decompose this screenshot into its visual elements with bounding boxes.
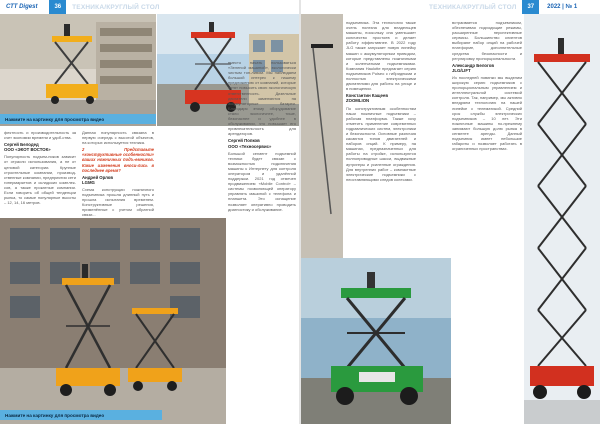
paragraph: Большой сегмент подъемной техники будет связан с возможностью подключения машины к Интернету для контроля оператором и удалённой поддержки. 2021 год отмечен продвижением «Mobile Control» – системы позволяющей оператору управлять машиной с телефона и планшета. Это оснащение позволяет оперативно проводить диагностику и обслуживание. [228,150,296,212]
interview-question: 2 Представьте «конструктивные особенности» ваших ножничных подъ-емников. Какие изменения вноси-лись в последнее время? [82,147,154,173]
left-page-number: 36 [49,0,66,14]
paragraph: По конструктивным особенностям наши ножничные подъемники – рабочая платформа. Также хочу отметить применение современных гидравлических систем, электроники и безопасности. Основные различия касаются типов двигателей и наборов опций. К примеру, на машинах, предназначенных для работы на стройке, используются полноприводные шасси, выдвижные аутригеры и усиленные ограждения. Для внутренних работ – компактные электрические подъемники с неоставляющими следов колесами. [346,105,416,182]
author-name: Александр Белогов [452,62,495,68]
paragraph: подъемника. Эта технология также очень полезна для владельцев машины, поскольку она уменьшает количество простоев и делает работу эффективнее. В 2022 году JLG также запускает новую линейку машин с аккумуляторным приводом, которые представлены ножничными и коленчатыми подъемниками. Компания Haulotte предлагает серию подъемников Pulseo с гибридными и полностью электрическими двигателями для работы на улице и в помещении. [346,20,416,92]
author-company: ООО «ЭКОТ ВОСТОК» [4,147,51,153]
right-page-number: 37 [522,0,539,14]
author-name: Константин Кащеев [346,93,388,99]
paragraph: встраивается подъемником, обеспечивая подходящие режимы, расширенные перспективные сервисы. Большинство клиентов выбирают набор опций на рабочей платформе, дополнительные средства безопасности и регулировку пропорциональности. [452,20,522,61]
right-page-header [301,0,600,14]
video-thumbnail-facade[interactable] [0,218,226,424]
author-name: Сергей Белодед [4,142,39,148]
left-page-header [0,0,299,14]
paragraph: Популярность подъем-ников зависит от отрасли использования, а не от ценовой категории. Крупные строительные компании, производ-ственные компании, предприятия сети гипермаркетов и складских комплек-сов, а также прокатные компании. Если говорить об общей тенденции рынка, то самые популярные высоты – 12, 14, 16 метров. [4,154,76,206]
left-column-2 [82,130,154,220]
right-column-2 [452,20,522,153]
left-section-title: ТЕХНИКА/КРУГЛЫЙ СТОЛ [72,3,160,11]
author-company: LGMG [82,179,95,185]
right-section-title: ТЕХНИКА/КРУГЛЫЙ СТОЛ [429,3,517,11]
video-caption-bottom[interactable]: Нажмите на картинку для просмотра видео [0,410,162,420]
photo-green-lift [301,258,451,424]
warehouse-lift-image [0,14,156,126]
right-column-1 [346,20,416,184]
video-thumbnail-warehouse[interactable] [0,14,156,126]
photo-tall-red-lift [524,14,600,424]
left-column-3 [228,60,296,214]
paragraph: вместо начать пользоваться «Зеленой машиной», экологически чистым топ-ливом. Мы наблюдаем большой интерес к нашему предложению от компаний, которые хотят повысить свою экологическую ответственность. Дизельные двигатели заменяются на аккумуляторные батареи. Благодаря этому оборудование стало экологичнее, тише, безопаснее и удобнее в обслуживании, что повышает его привлекательность для арендаторов. [228,60,296,137]
paragraph: Из последней новинки мы выделим широкую серию подъемников с пропорциональным управлением и интеллектуальной системой контроля. Так, например, мы активно внедряем технологию на нашей линейке с телематикой. Средний срок службы электрических подъемников – 10 лет. Эти ножничные машины по-прежнему занимают большую долю рынка в сегменте аренды. Данный подъемник имеет небольшие габариты и позволяет работать в ограниченных пространствах. [452,74,522,152]
magazine-brand[interactable]: СТТ Digest [6,4,38,10]
paragraph: фектность и производительность за счет экономии времени и удоб-ства. [4,130,76,141]
tall-red-lift-image [524,14,600,424]
paragraph: Схема конструкции ножничного подъемника прошла длинный путь и прошла испытания временем. Конструктивные решения, применённые с учетом обратной связи... [82,186,154,218]
green-lift-image [301,258,451,424]
author-name: Андрей Орлов [82,174,114,180]
photo-strip-left [301,14,343,258]
author-company: JLG/LIFT [452,67,471,73]
lift-detail-image [301,14,343,258]
author-company: ZOOMLION [346,98,370,104]
facade-lift-image [0,218,226,424]
paragraph: Данная популярность связана в первую очередь с высотой объектов, на которых используется техника. [82,130,154,146]
author-company: ООО «Техносервис» [228,143,272,149]
left-column-1 [4,130,76,207]
issue-number: 2022 | № 1 [547,4,578,10]
author-name: Сергей Попков [228,138,260,144]
video-caption-top[interactable]: Нажмите на картинку для просмотра видео [0,114,156,124]
